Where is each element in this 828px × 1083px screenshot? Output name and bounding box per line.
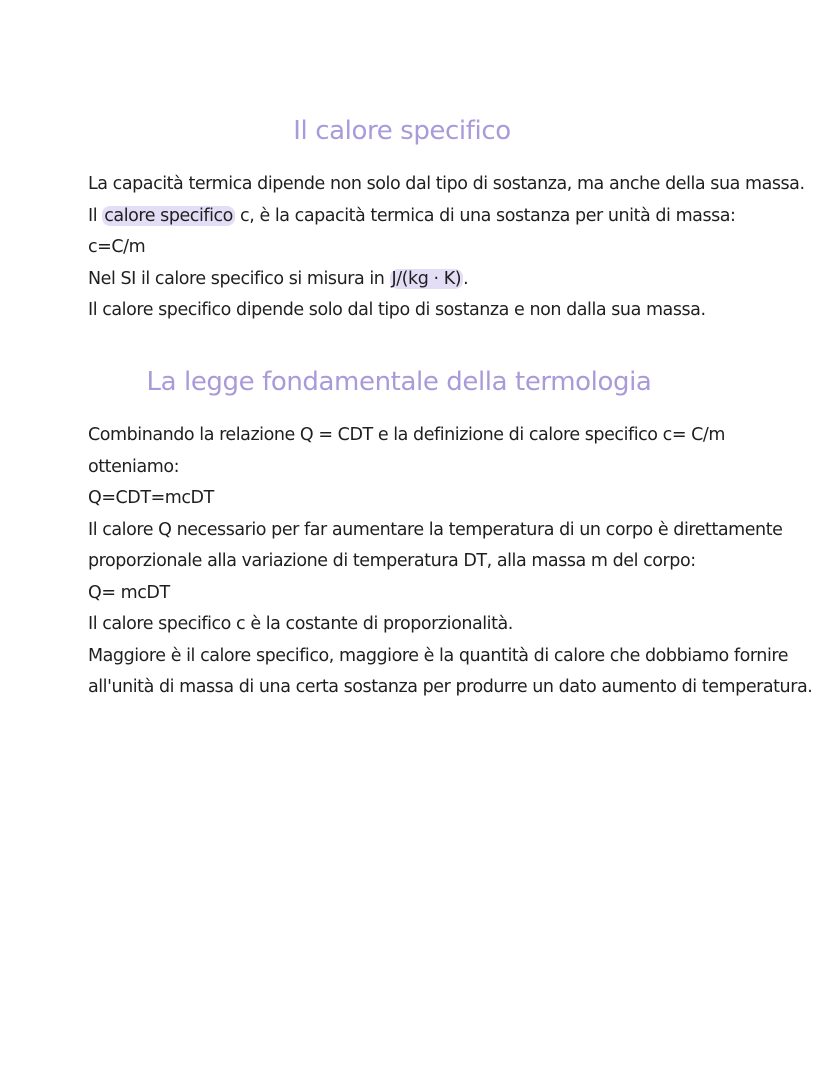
text-line: Il calore specifico dipende solo dal tipo di sostanza e non dalla sua massa. [88,300,706,320]
formula-line: Q= mcDT [88,582,170,603]
text-line [88,264,768,296]
text-line: all'unità di massa di una certa sostanza per produrre un dato aumento di temperatura. [88,677,813,697]
highlighted-term: calore specifico [104,205,233,226]
text-line: Il calore Q necessario per far aumentare la temperatura di un corpo è direttamente [88,519,783,540]
text-line: La capacità termica dipende non solo dal tipo di sostanza, ma anche della sua massa. [88,174,805,194]
text-line: proporzionale alla variazione di temperatura DT, alla massa m del corpo: [88,551,696,571]
text-line: otteniamo: [88,456,180,477]
section-body-calore-specifico [88,169,805,327]
text-fragment: Il [88,205,103,226]
text-line: Maggiore è il calore specifico, maggiore è la quantità di calore che dobbiamo fornire [88,645,789,666]
text-fragment: . [463,268,469,289]
formula-line: Q=CDT=mcDT [88,488,214,508]
text-line [88,201,768,233]
highlighted-unit: J/(kg · K) [391,268,462,289]
text-line: Il calore specifico c è la costante di proporzionalità. [88,614,513,634]
formula-line: c=C/m [88,237,146,257]
section-body-legge-fondamentale [88,420,813,704]
text-fragment: c, è la capacità termica di una sostanza per unità di massa: [234,205,736,226]
section-title-calore-specifico: Il calore specifico [293,116,511,146]
text-fragment: Nel SI il calore specifico si misura in [88,268,390,289]
section-title-legge-fondamentale: La legge fondamentale della termologia [146,367,652,397]
text-line: Combinando la relazione Q = CDT e la definizione di calore specifico c= C/m [88,425,725,445]
